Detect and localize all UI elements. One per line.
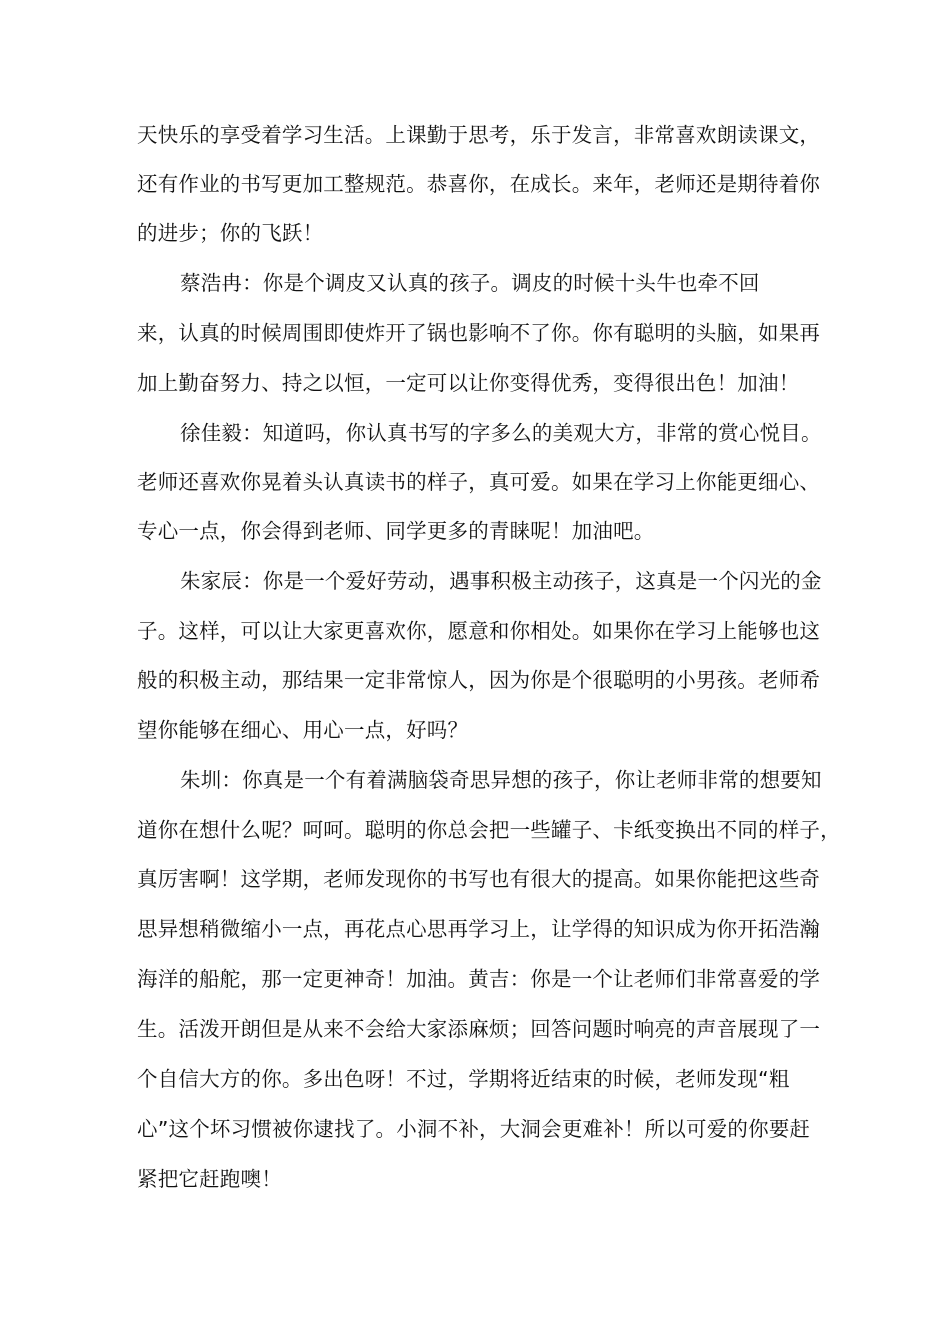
paragraph-start-line: 蔡浩冉：你是个调皮又认真的孩子。调皮的时候十头牛也牵不回	[180, 271, 760, 295]
text-line: 思异想稍微缩小一点，再花点心思再学习上，让学得的知识成为你开拓浩瀚	[137, 917, 821, 941]
paragraph-start-line: 朱圳：你真是一个有着满脑袋奇思异想的孩子，你让老师非常的想要知	[180, 768, 822, 792]
text-line: 真厉害啊！这学期，老师发现你的书写也有很大的提高。如果你能把这些奇	[137, 867, 821, 891]
text-line: 海洋的船舵，那一定更神奇！加油。黄吉：你是一个让老师们非常喜爱的学	[137, 967, 821, 991]
text-line: 的进步；你的飞跃！	[137, 221, 324, 245]
text-line: 道你在想什么呢？呵呵。聪明的你总会把一些罐子、卡纸变换出不同的样子，	[137, 818, 841, 842]
text-line: 子。这样，可以让大家更喜欢你，愿意和你相处。如果你在学习上能够也这	[137, 619, 821, 643]
paragraph-start-line: 朱家辰：你是一个爱好劳动，遇事积极主动孩子，这真是一个闪光的金	[180, 569, 822, 593]
paragraph-start-line: 徐佳毅：知道吗，你认真书写的字多么的美观大方，非常的赏心悦目。	[180, 421, 822, 445]
text-line: 紧把它赶跑噢！	[137, 1167, 282, 1191]
text-line: 加上勤奋努力、持之以恒，一定可以让你变得优秀，变得很出色！加油！	[137, 371, 800, 395]
text-line: 老师还喜欢你晃着头认真读书的样子，真可爱。如果在学习上你能更细心、	[137, 470, 821, 494]
text-line: 来，认真的时候周围即使炸开了锅也影响不了你。你有聪明的头脑，如果再	[137, 321, 821, 345]
text-line: 个自信大方的你。多出色呀！不过，学期将近结束的时候，老师发现“粗	[137, 1067, 790, 1091]
text-line: 般的积极主动，那结果一定非常惊人，因为你是个很聪明的小男孩。老师希	[137, 668, 821, 692]
text-line: 还有作业的书写更加工整规范。恭喜你，在成长。来年，老师还是期待着你	[137, 172, 821, 196]
text-line: 心”这个坏习惯被你逮找了。小洞不补，大洞会更难补！所以可爱的你要赶	[137, 1117, 811, 1141]
text-line: 生。活泼开朗但是从来不会给大家添麻烦；回答问题时响亮的声音展现了一	[137, 1017, 821, 1041]
text-line: 望你能够在细心、用心一点，好吗？	[137, 718, 469, 742]
text-line: 专心一点，你会得到老师、同学更多的青睐呢！加油吧。	[137, 519, 655, 543]
text-line: 天快乐的享受着学习生活。上课勤于思考，乐于发言，非常喜欢朗读课文，	[137, 123, 821, 147]
